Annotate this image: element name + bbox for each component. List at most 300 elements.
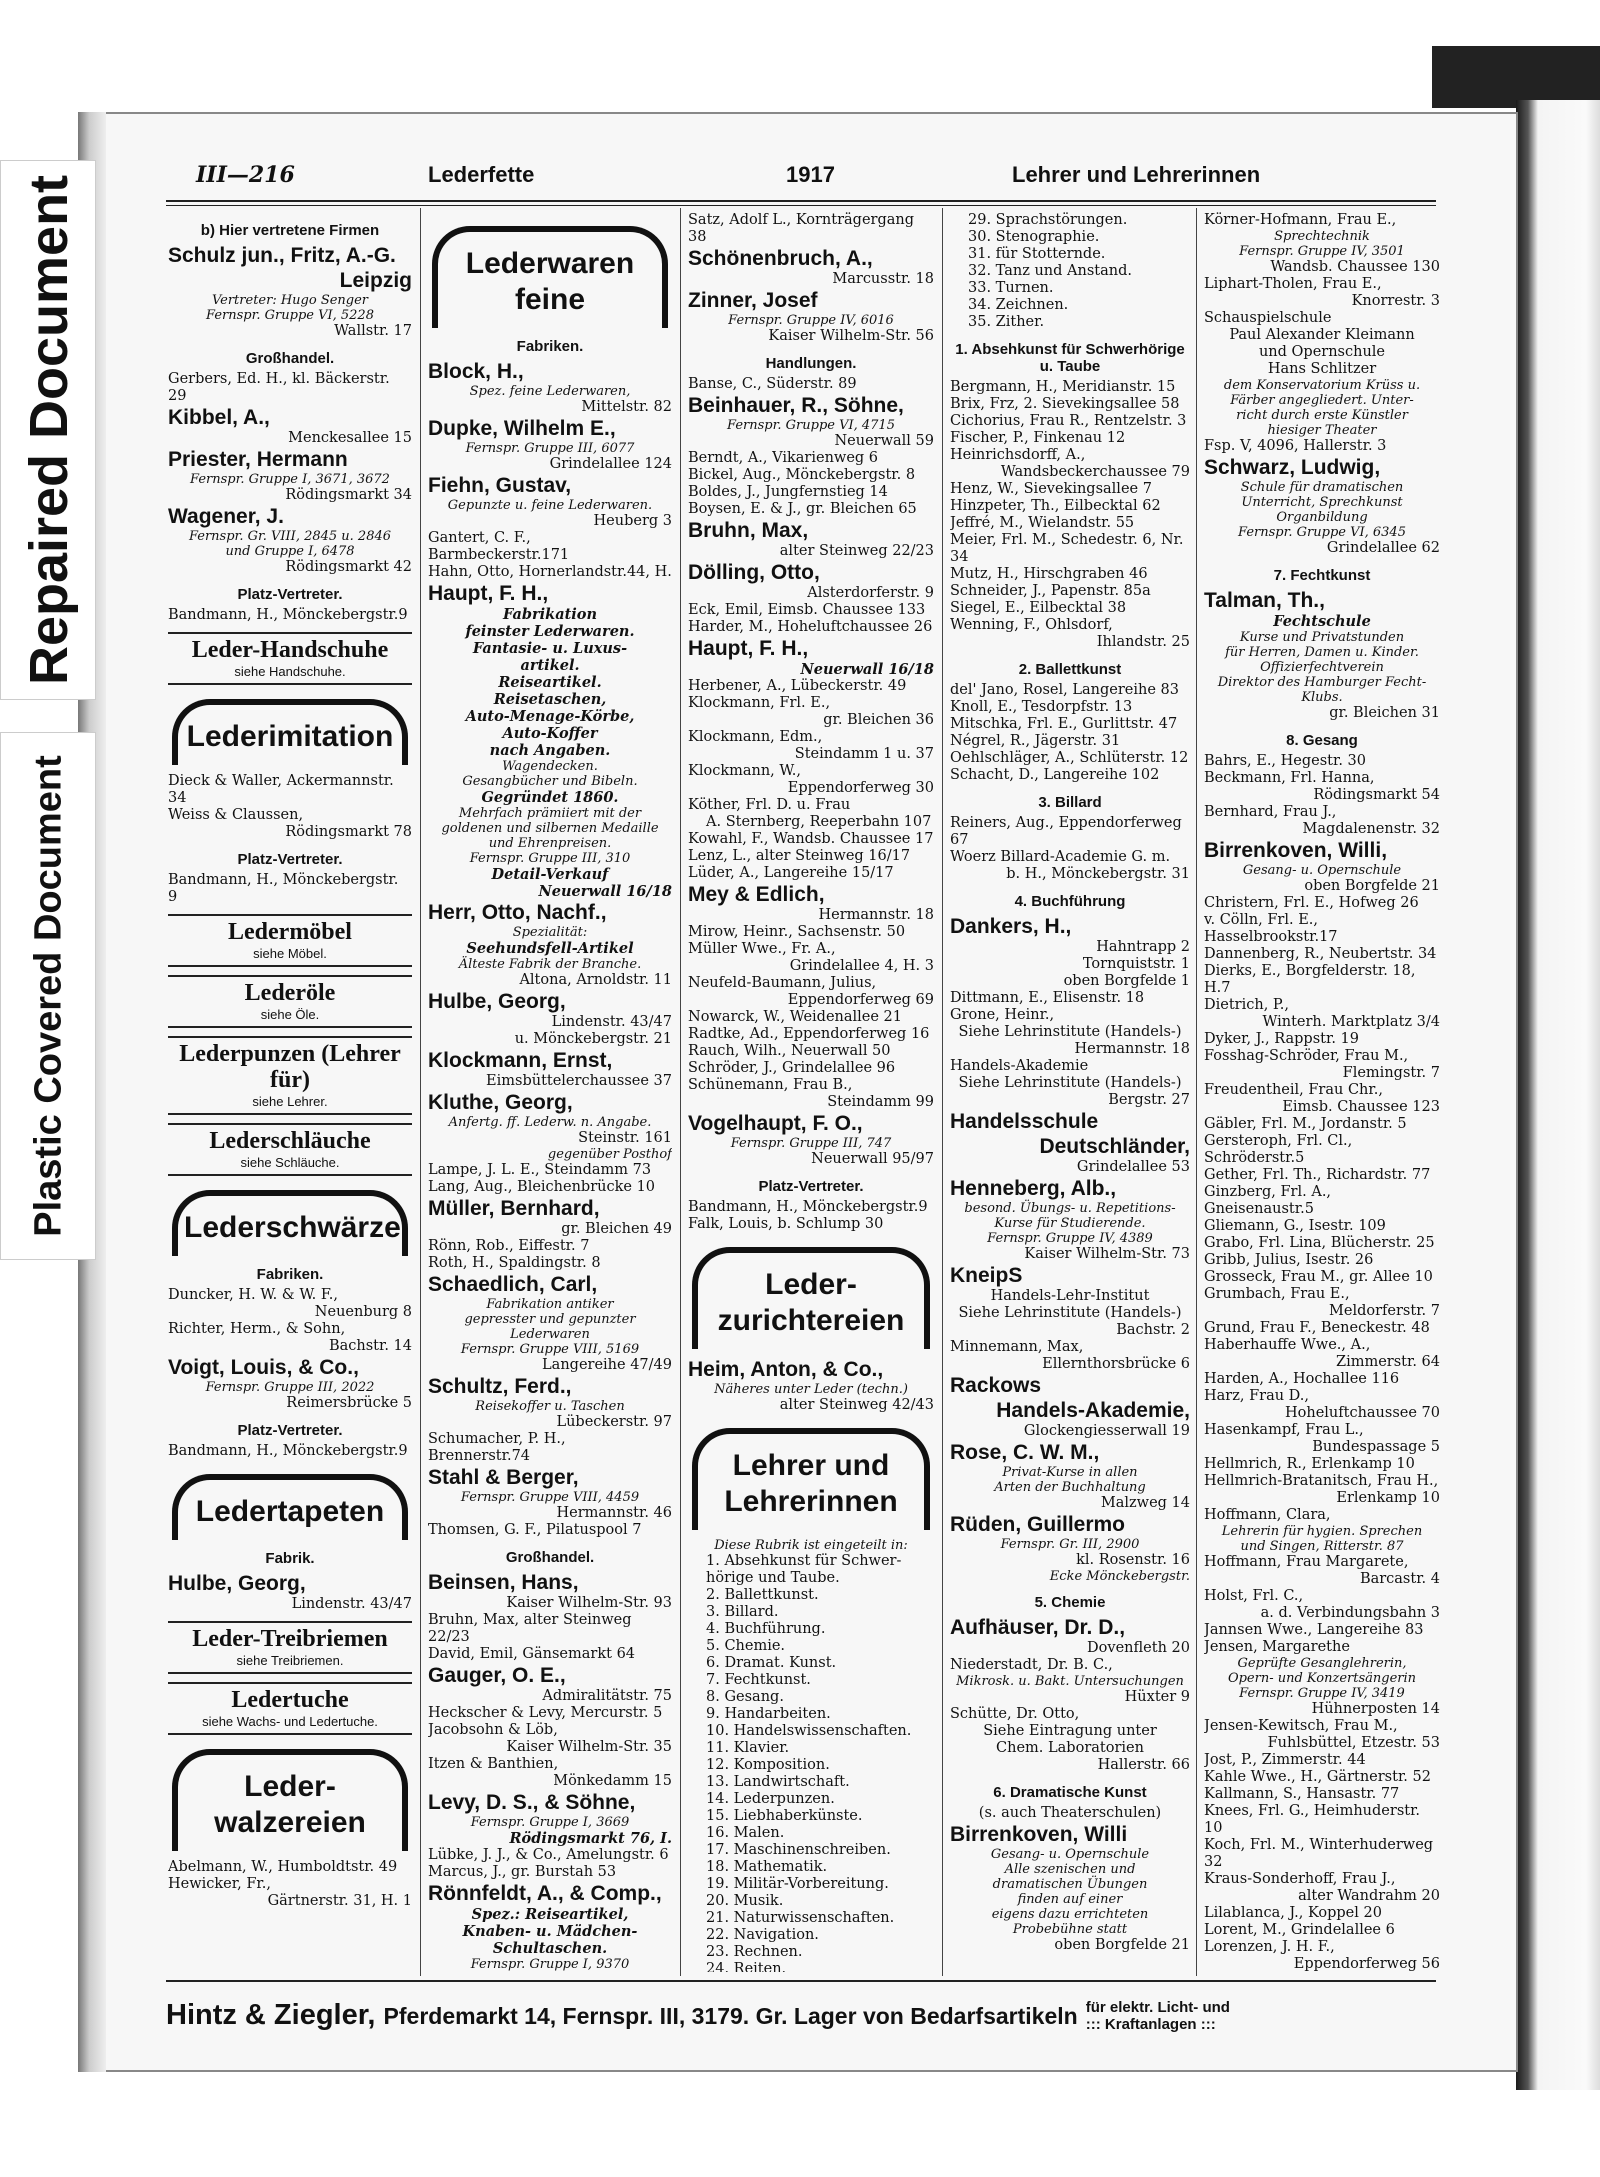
directory-entry: Lang, Aug., Bleichenbrücke 10	[428, 1179, 656, 1195]
directory-entry: Lübeckerstr. 97	[556, 1414, 672, 1430]
directory-entry: Thomsen, G. F., Pilatuspool 7	[428, 1522, 642, 1538]
firm-name: Haupt, F. H.,	[688, 637, 809, 660]
section-heading: 6. Dramatische Kunst	[993, 1784, 1147, 1801]
entry-note: nach Angaben.	[489, 742, 611, 759]
cross-reference-title: Leder-Treibriemen	[192, 1626, 388, 1652]
firm-name: Talman, Th.,	[1204, 589, 1325, 612]
firm-name: Müller, Bernhard,	[428, 1197, 600, 1220]
directory-entry: Schumacher, P. H., Brennerstr.74	[428, 1431, 566, 1464]
entry-note: Fechtschule	[1273, 613, 1371, 630]
header-rule	[166, 200, 1436, 202]
cross-reference-note: siehe Treibriemen.	[236, 1653, 344, 1668]
directory-entry: Bergmann, H., Meridianstr. 15	[950, 379, 1176, 395]
directory-entry: Beckmann, Frl. Hanna,	[1204, 770, 1375, 786]
directory-entry: 8. Gesang.	[706, 1689, 784, 1705]
directory-entry: Cichorius, Frau R., Rentzelstr. 3	[950, 413, 1187, 429]
directory-entry: Glockengiesserwall 19	[1023, 1423, 1190, 1439]
cross-reference-title: Ledermöbel	[228, 919, 352, 945]
entry-note: goldenen und silbernen Medaille	[441, 821, 659, 836]
directory-entry: Klockmann, W.,	[688, 763, 801, 779]
directory-entry: 4. Buchführung.	[706, 1621, 826, 1637]
firm-name: Stahl & Berger,	[428, 1466, 579, 1489]
running-head-right: Lehrer und Lehrerinnen	[1012, 162, 1261, 187]
directory-entry: Siehe Lehrinstitute (Handels-)	[958, 1024, 1182, 1040]
firm-name: Hulbe, Georg,	[428, 990, 566, 1013]
running-head-left: Lederfette	[428, 162, 535, 187]
directory-entry: Bandmann, H., Mönckebergstr. 9	[168, 872, 399, 905]
directory-entry: (s. auch Theaterschulen)	[978, 1805, 1162, 1821]
directory-entry: Hahntrapp 2	[1096, 939, 1190, 955]
entry-note: Schultaschen.	[492, 1940, 608, 1957]
directory-entry: 10. Handelswissenschaften.	[706, 1723, 912, 1739]
cross-reference	[168, 914, 412, 967]
directory-entry: Steinstr. 161	[578, 1130, 672, 1146]
entry-note: Offizierfechtverein	[1260, 660, 1384, 675]
section-heading: 4. Buchführung	[1014, 893, 1126, 910]
cross-reference-note: siehe Handschuhe.	[234, 664, 346, 679]
cross-reference-note: siehe Lehrer.	[252, 1094, 328, 1109]
directory-entry: Henz, W., Sievekingsallee 7	[950, 481, 1152, 497]
entry-note: Direktor des Hamburger Fecht-	[1217, 675, 1427, 690]
directory-entry: Bahrs, E., Hegestr. 30	[1204, 753, 1367, 769]
directory-entry: oben Borgfelde 21	[1304, 878, 1440, 894]
directory-entry: 35. Zither.	[968, 314, 1045, 330]
directory-entry: Bergstr. 27	[1108, 1092, 1190, 1108]
entry-note: Gegründet 1860.	[481, 789, 619, 806]
directory-entry: Steindamm 99	[827, 1094, 934, 1110]
directory-entry: Négrel, R., Jägerstr. 31	[950, 733, 1121, 749]
directory-entry: Ginzberg, Frl. A., Gneisenaustr.5	[1204, 1184, 1332, 1217]
entry-note: Rödingsmarkt 76, I.	[509, 1830, 672, 1847]
directory-entry: a. d. Verbindungsbahn 3	[1260, 1605, 1440, 1621]
cross-reference	[168, 632, 412, 685]
section-heading: Fabriken.	[256, 1266, 324, 1283]
directory-entry: Hoheluftchaussee 70	[1284, 1405, 1440, 1421]
directory-entry: Hinzpeter, Th., Eilbecktal 62	[950, 498, 1161, 514]
directory-entry: Gärtnerstr. 31, H. 1	[267, 1893, 412, 1909]
section-heading: 2. Ballettkunst	[1018, 661, 1122, 678]
directory-entry: Dannenberg, R., Neubertstr. 34	[1204, 946, 1437, 962]
directory-entry: Hans Schlitzer	[1267, 361, 1377, 377]
directory-entry: Marcus, J., gr. Burstah 53	[428, 1864, 617, 1880]
firm-name: Block, H.,	[428, 360, 524, 383]
directory-entry: Gribb, Julius, Isestr. 26	[1204, 1252, 1374, 1268]
firm-name: Herr, Otto, Nachf.,	[428, 901, 607, 924]
column-5	[1204, 212, 1440, 1972]
firm-name: Beinsen, Hans,	[428, 1571, 579, 1594]
directory-entry: hörige und Taube.	[706, 1570, 840, 1586]
directory-entry: Neuenburg 8	[314, 1304, 412, 1320]
directory-entry: Dyker, J., Rappstr. 19	[1204, 1031, 1359, 1047]
directory-entry: Oehlschläger, A., Schlüterstr. 12	[950, 750, 1189, 766]
cross-reference	[168, 1123, 412, 1176]
directory-entry: Niederstadt, Dr. B. C.,	[950, 1657, 1113, 1673]
advertiser-tagline-2: ::: Kraftanlagen :::	[1085, 2016, 1216, 2034]
column-separator	[1196, 208, 1197, 1976]
directory-entry: Körner-Hofmann, Frau E.,	[1204, 212, 1397, 228]
category-heading: Leder- walzereien	[172, 1749, 408, 1851]
entry-note: feinster Lederwaren.	[465, 623, 635, 640]
firm-name: Birrenkoven, Willi	[950, 1823, 1128, 1846]
directory-entry: Barcastr. 4	[1359, 1571, 1440, 1587]
directory-entry: Lübke, J. J., & Co., Amelungstr. 6	[428, 1847, 669, 1863]
cross-reference-note: siehe Schläuche.	[240, 1155, 340, 1170]
directory-entry: Siegel, E., Eilbecktal 38	[950, 600, 1127, 616]
firm-name: Deutschländer,	[1039, 1135, 1190, 1158]
entry-note: Privat-Kurse in allen	[1002, 1465, 1138, 1480]
directory-entry: Rönn, Rob., Eiffestr. 7	[428, 1238, 590, 1254]
directory-entry: Schneider, J., Papenstr. 85a	[950, 583, 1151, 599]
directory-entry: Grabo, Frl. Lina, Blücherstr. 25	[1204, 1235, 1435, 1251]
directory-entry: Mittelstr. 82	[581, 399, 672, 415]
entry-note: Fernspr. Gruppe VI, 6345	[1238, 525, 1406, 540]
directory-entry: Dietrich, P.,	[1204, 997, 1289, 1013]
directory-entry: Minnemann, Max,	[950, 1339, 1084, 1355]
directory-entry: Neuerwall 59	[834, 433, 934, 449]
entry-note: Auto-Koffer	[502, 725, 598, 742]
entry-note: Näheres unter Leder (techn.)	[714, 1382, 908, 1397]
directory-entry: Weiss & Claussen,	[168, 807, 304, 823]
directory-entry: 22. Navigation.	[706, 1927, 819, 1943]
directory-entry: Malzweg 14	[1100, 1495, 1190, 1511]
plastic-covered-tab	[0, 732, 96, 1260]
entry-note: Gesang- u. Opernschule	[990, 1847, 1150, 1862]
entry-note: Wagendecken.	[502, 759, 598, 774]
header-rule-thin	[166, 205, 1436, 206]
directory-entry: Wandsb. Chaussee 130	[1270, 259, 1440, 275]
firm-name: Gauger, O. E.,	[428, 1664, 566, 1687]
directory-entry: Schacht, D., Langereihe 102	[950, 767, 1160, 783]
directory-entry: Jeffré, M., Wielandstr. 55	[950, 515, 1135, 531]
directory-entry: Eppendorferweg 30	[787, 780, 934, 796]
directory-entry: 7. Fechtkunst.	[706, 1672, 811, 1688]
entry-note: Fernspr. Gruppe VIII, 5169	[460, 1342, 640, 1357]
directory-entry: Grindelallee 62	[1326, 540, 1440, 556]
firm-name: Beinhauer, R., Söhne,	[688, 394, 904, 417]
entry-note: dem Konservatorium Krüss u.	[1223, 378, 1421, 393]
firm-name: Birrenkoven, Willi,	[1204, 839, 1388, 862]
directory-entry: Lindenstr. 43/47	[551, 1014, 672, 1030]
advertiser-name: Hintz & Ziegler,	[166, 1999, 376, 2031]
directory-entry: Steindamm 1 u. 37	[794, 746, 934, 762]
entry-note: Detail-Verkauf	[491, 866, 609, 883]
directory-entry: Ellernthorsbrücke 6	[1042, 1356, 1190, 1372]
firm-name: Aufhäuser, Dr. D.,	[950, 1616, 1126, 1639]
directory-entry: Hermannstr. 18	[1074, 1041, 1190, 1057]
column-1	[168, 212, 412, 1972]
directory-entry: Richter, Herm., & Sohn,	[168, 1321, 346, 1337]
directory-entry: Chem. Laboratorien	[996, 1740, 1144, 1756]
entry-note: Spez. feine Lederwaren,	[469, 384, 631, 399]
directory-entry: Grindelallee 124	[549, 456, 672, 472]
directory-entry: Rauch, Wilh., Neuerwall 50	[688, 1043, 891, 1059]
directory-entry: Kowahl, F., Wandsb. Chaussee 17	[688, 831, 934, 847]
directory-entry: Winterh. Marktplatz 3/4	[1262, 1014, 1440, 1030]
firm-name: Rüden, Guillermo	[950, 1513, 1126, 1536]
directory-entry: Radtke, Ad., Eppendorferweg 16	[688, 1026, 930, 1042]
footer-rule	[166, 1980, 1436, 1982]
entry-note: gegenüber Posthof	[547, 1147, 672, 1162]
directory-entry: 31. für Stotternde.	[968, 246, 1106, 262]
directory-entry: Kaiser Wilhelm-Str. 56	[768, 328, 934, 344]
directory-entry: Kaiser Wilhelm-Str. 93	[506, 1595, 672, 1611]
directory-entry: Lorenzen, J. H. F.,	[1204, 1939, 1335, 1955]
entry-note: Knaben- u. Mädchen-	[462, 1923, 638, 1940]
firm-name: Schwarz, Ludwig,	[1204, 456, 1381, 479]
entry-note: Reiseartikel.	[498, 674, 602, 691]
entry-note: Gesang- u. Opernschule	[1242, 863, 1402, 878]
directory-entry: Harden, A., Hochallee 116	[1204, 1371, 1400, 1387]
directory-entry: Duncker, H. W. & W. F.,	[168, 1287, 338, 1303]
directory-entry: 29. Sprachstörungen.	[968, 212, 1128, 228]
entry-note: Fernspr. Gruppe IV, 6016	[728, 313, 894, 328]
entry-note: Fernspr. Gruppe VIII, 4459	[460, 1490, 640, 1505]
firm-name: Rönnfeldt, A., & Comp.,	[428, 1882, 662, 1905]
directory-entry: Hewicker, Fr.,	[168, 1876, 271, 1892]
entry-note: Fernspr. Gruppe III, 6077	[465, 441, 635, 456]
section-heading: 1. Absehkunst für Schwerhörige u. Taube	[955, 341, 1185, 375]
directory-entry: Mutz, H., Hirschgraben 46	[950, 566, 1148, 582]
category-heading: Lederschwärze	[172, 1190, 408, 1256]
directory-entry: und Opernschule	[1258, 344, 1386, 360]
directory-entry: Koch, Frl. M., Winterhuderweg 32	[1204, 1837, 1434, 1870]
directory-entry: Hoffmann, Clara,	[1204, 1507, 1331, 1523]
firm-name: KneipS	[950, 1264, 1023, 1287]
directory-entry: Grindelallee 53	[1076, 1159, 1190, 1175]
directory-entry: Wallstr. 17	[334, 323, 412, 339]
directory-entry: oben Borgfelde 21	[1054, 1937, 1190, 1953]
directory-entry: Kallmann, S., Hansastr. 77	[1204, 1786, 1400, 1802]
directory-entry: 13. Landwirtschaft.	[706, 1774, 850, 1790]
column-4	[950, 212, 1190, 1972]
directory-entry: Handels-Lehr-Institut	[990, 1288, 1150, 1304]
directory-entry: Bandmann, H., Mönckebergstr.9	[168, 607, 408, 623]
directory-entry: Admiralitätstr. 75	[542, 1688, 672, 1704]
directory-entry: b. H., Mönckebergstr. 31	[1006, 866, 1190, 882]
directory-entry: Fuhlsbüttel, Etzestr. 53	[1267, 1735, 1440, 1751]
section-heading: 8. Gesang	[1286, 732, 1358, 749]
directory-entry: 34. Zeichnen.	[968, 297, 1069, 313]
directory-entry: Fsp. V, 4096, Hallerstr. 3	[1204, 438, 1387, 454]
directory-entry: Kaiser Wilhelm-Str. 35	[506, 1739, 672, 1755]
entry-note: Seehundsfell-Artikel	[466, 940, 634, 957]
directory-entry: Gliemann, G., Isestr. 109	[1204, 1218, 1386, 1234]
column-separator	[942, 208, 943, 1976]
firm-name: Heim, Anton, & Co.,	[688, 1358, 884, 1381]
directory-entry: Ihlandstr. 25	[1096, 634, 1190, 650]
directory-entry: Dierks, E., Borgfelderstr. 18, H.7	[1204, 963, 1416, 996]
directory-entry: Köther, Frl. D. u. Frau	[688, 797, 851, 813]
entry-note: Neuerwall 16/18	[538, 883, 672, 900]
cross-reference-title: Leder-Handschuhe	[191, 637, 389, 663]
entry-note: und Gruppe I, 6478	[225, 544, 355, 559]
directory-entry: Tornquiststr. 1	[1082, 956, 1190, 972]
cross-reference	[168, 975, 412, 1028]
directory-entry: Gersteroph, Frl. Cl., Schröderstr.5	[1204, 1133, 1353, 1166]
directory-entry: oben Borgfelde 1	[1063, 973, 1190, 989]
category-heading: Lederimitation	[172, 699, 408, 765]
entry-note: Vertreter: Hugo Senger	[211, 293, 369, 308]
directory-entry: Bundespassage 5	[1312, 1439, 1440, 1455]
directory-entry: Kraus-Sonderhoff, Frau J.,	[1204, 1871, 1396, 1887]
directory-entry: 5. Chemie.	[706, 1638, 786, 1654]
entry-note: dramatischen Übungen	[992, 1877, 1148, 1892]
entry-note: und Singen, Ritterstr. 87	[1240, 1539, 1404, 1554]
directory-entry: gr. Bleichen 31	[1329, 705, 1440, 721]
directory-entry: Erlenkamp 10	[1336, 1490, 1440, 1506]
directory-entry: u. Mönckebergstr. 21	[514, 1031, 672, 1047]
directory-entry: David, Emil, Gänsemarkt 64	[428, 1646, 636, 1662]
section-heading: Handlungen.	[765, 355, 857, 372]
section-heading: Großhandel.	[505, 1549, 595, 1566]
entry-note: Fernspr. Gruppe VI, 5228	[206, 308, 374, 323]
directory-entry: 32. Tanz und Anstand.	[968, 263, 1132, 279]
entry-note: besond. Übungs- u. Repetitions-	[964, 1201, 1176, 1216]
entry-note: für Herren, Damen u. Kinder.	[1225, 645, 1419, 660]
firm-name: Leipzig	[339, 269, 412, 292]
directory-entry: 24. Reiten.	[706, 1961, 787, 1972]
firm-name: Priester, Hermann	[168, 448, 348, 471]
category-heading: Leder- zurichtereien	[692, 1247, 930, 1349]
directory-entry: 20. Musik.	[706, 1893, 784, 1909]
directory-entry: Knoll, E., Tesdorpfstr. 13	[950, 699, 1133, 715]
directory-entry: Dittmann, E., Elisenstr. 18	[950, 990, 1145, 1006]
directory-entry: Falk, Louis, b. Schlump 30	[688, 1216, 884, 1232]
cross-reference	[168, 1621, 412, 1674]
directory-entry: Rödingsmarkt 34	[285, 487, 412, 503]
firm-name: Haupt, F. H.,	[428, 582, 549, 605]
directory-entry: Nowarck, W., Weidenallee 21	[688, 1009, 903, 1025]
directory-entry: Siehe Lehrinstitute (Handels-)	[958, 1075, 1182, 1091]
directory-entry: Hüxter 9	[1124, 1689, 1190, 1705]
firm-name: Schultz, Ferd.,	[428, 1375, 572, 1398]
directory-entry: Abelmann, W., Humboldtstr. 49	[168, 1859, 398, 1875]
directory-entry: Knorrestr. 3	[1351, 293, 1440, 309]
cross-reference-title: Lederpunzen (Lehrer für)	[179, 1041, 401, 1093]
firm-name: Rackows	[950, 1374, 1042, 1397]
directory-entry: A. Sternberg, Reeperbahn 107	[706, 814, 932, 830]
column-3	[688, 212, 934, 1972]
firm-name: Henneberg, Alb.,	[950, 1177, 1117, 1200]
directory-entry: Harz, Frau D.,	[1204, 1388, 1309, 1404]
entry-note: Neuerwall 16/18	[800, 661, 934, 678]
firm-name: Kibbel, A.,	[168, 406, 270, 429]
section-heading: Fabriken.	[516, 338, 584, 355]
firm-name: Schönenbruch, A.,	[688, 247, 873, 270]
entry-note: Kurse und Privatstunden	[1239, 630, 1405, 645]
directory-entry: Grosseck, Frau M., gr. Allee 10	[1204, 1269, 1433, 1285]
firm-name: Vogelhaupt, F. O.,	[688, 1112, 863, 1135]
firm-name: Dölling, Otto,	[688, 561, 820, 584]
category-heading: Ledertapeten	[172, 1474, 408, 1540]
directory-entry: 33. Turnen.	[968, 280, 1054, 296]
firm-name: Handelsschule	[950, 1110, 1099, 1133]
firm-name: Rose, C. W. M.,	[950, 1441, 1100, 1464]
directory-entry: Brix, Frz, 2. Sievekingsallee 58	[950, 396, 1180, 412]
entry-note: Mehrfach prämiiert mit der	[458, 806, 642, 821]
directory-entry: Heckscher & Levy, Mercurstr. 5	[428, 1705, 663, 1721]
directory-entry: Kahle Wwe., H., Gärtnerstr. 52	[1204, 1769, 1431, 1785]
directory-entry: Rödingsmarkt 54	[1313, 787, 1440, 803]
directory-entry: Grund, Frau F., Beneckestr. 48	[1204, 1320, 1430, 1336]
directory-entry: Lilablanca, J., Koppel 20	[1204, 1905, 1382, 1921]
entry-note: Färber angegliedert. Unter-	[1230, 393, 1414, 408]
directory-entry: Jensen, Margarethe	[1204, 1639, 1350, 1655]
directory-entry: Meldorferstr. 7	[1329, 1303, 1440, 1319]
directory-entry: Wandsbeckerchaussee 79	[1000, 464, 1190, 480]
firm-name: Klockmann, Ernst,	[428, 1049, 613, 1072]
directory-entry: Jensen-Kewitsch, Frau M.,	[1204, 1718, 1398, 1734]
directory-entry: Handels-Akademie	[950, 1058, 1089, 1074]
entry-note: Arten der Buchhaltung	[994, 1480, 1146, 1495]
entry-note: hiesiger Theater	[1267, 423, 1377, 438]
directory-entry: Boysen, E. & J., gr. Bleichen 65	[688, 501, 917, 517]
directory-entry: Dieck & Waller, Ackermannstr. 34	[168, 773, 394, 806]
directory-entry: Lampe, J. L. E., Steindamm 73	[428, 1162, 652, 1178]
entry-note: Ecke Mönckebergstr.	[1049, 1569, 1190, 1584]
entry-note: richt durch erste Künstler	[1236, 408, 1408, 423]
section-heading: 7. Fechtkunst	[1273, 567, 1371, 584]
entry-note: Gesangbücher und Bibeln.	[462, 774, 638, 789]
directory-entry: Herbener, A., Lübeckerstr. 49	[688, 678, 907, 694]
directory-entry: 19. Militär-Vorbereitung.	[706, 1876, 889, 1892]
directory-entry: Dovenfleth 20	[1087, 1640, 1190, 1656]
directory-entry: 15. Liebhaberkünste.	[706, 1808, 863, 1824]
directory-entry: Eimsbüttelerchaussee 37	[486, 1073, 672, 1089]
directory-entry: 14. Lederpunzen.	[706, 1791, 835, 1807]
entry-note: Mikrosk. u. Bakt. Untersuchungen	[956, 1674, 1184, 1689]
directory-entry: Marcusstr. 18	[832, 271, 934, 287]
directory-entry: Hühnerposten 14	[1311, 1701, 1440, 1717]
directory-entry: Hallerstr. 66	[1097, 1757, 1190, 1773]
page-number: III—216	[196, 162, 295, 188]
advertiser-text: Pferdemarkt 14, Fernspr. III, 3179. Gr. Lager von Bedarfsartikeln	[383, 2003, 1078, 2029]
directory-entry: Liphart-Tholen, Frau E.,	[1204, 276, 1382, 292]
directory-entry: Grindelallee 4, H. 3	[789, 958, 934, 974]
directory-entry: Reimersbrücke 5	[286, 1395, 412, 1411]
plastic-covered-label: Plastic Covered Document	[27, 755, 70, 1237]
directory-entry: alter Steinweg 22/23	[779, 543, 934, 559]
scan-corner-mark	[1432, 46, 1600, 108]
entry-note: Fabrikation antiker	[486, 1297, 614, 1312]
directory-entry: 17. Maschinenschreiben.	[706, 1842, 891, 1858]
directory-entry: Bandmann, H., Mönckebergstr.9	[168, 1443, 408, 1459]
entry-note: Fernspr. Gruppe I, 9370	[470, 1957, 630, 1972]
directory-entry: Alsterdorferstr. 9	[807, 585, 934, 601]
directory-entry: Rödingsmarkt 42	[285, 559, 412, 575]
section-heading: Großhandel.	[245, 350, 335, 367]
firm-name: Voigt, Louis, & Co.,	[168, 1356, 359, 1379]
firm-name: Schaedlich, Carl,	[428, 1273, 598, 1296]
cross-reference-title: Lederschläuche	[209, 1128, 371, 1154]
firm-name: Wagener, J.	[168, 505, 284, 528]
directory-entry: Hoffmann, Frau Margarete,	[1204, 1554, 1409, 1570]
directory-entry: Hellmrich-Bratanitsch, Frau H.,	[1204, 1473, 1439, 1489]
entry-note: Unterricht, Sprechkunst	[1241, 495, 1403, 510]
entry-note: Spezialität:	[512, 925, 588, 940]
entry-note: Fantasie- u. Luxus-	[472, 640, 628, 657]
directory-entry: Langereihe 47/49	[542, 1357, 672, 1373]
directory-entry: Holst, Frl. C.,	[1204, 1588, 1304, 1604]
firm-name: Levy, D. S., & Söhne,	[428, 1791, 636, 1814]
directory-entry: Heinrichsdorff, A.,	[950, 447, 1086, 463]
directory-entry: Harder, M., Hoheluftchaussee 26	[688, 619, 933, 635]
directory-entry: 16. Malen.	[706, 1825, 785, 1841]
column-2	[428, 212, 672, 1972]
directory-entry: Lüder, A., Langereihe 15/17	[688, 865, 894, 881]
directory-entry: Neufeld-Baumann, Julius,	[688, 975, 877, 991]
directory-entry: Haberhauffe Wwe., A.,	[1204, 1337, 1371, 1353]
